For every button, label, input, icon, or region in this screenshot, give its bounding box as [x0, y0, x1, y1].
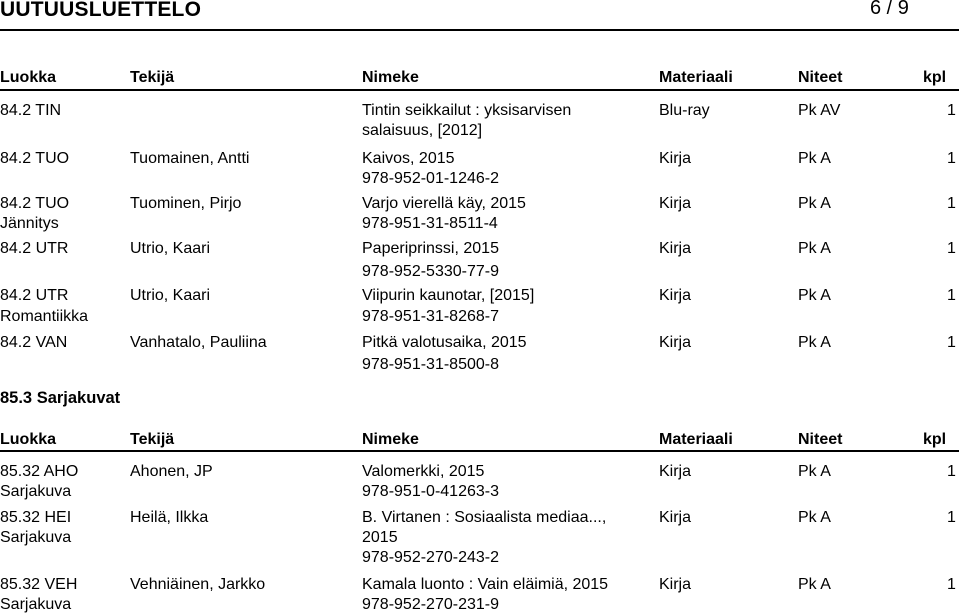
col-header-luokka: Luokka [0, 69, 57, 86]
row-count: 1 [947, 334, 956, 351]
row-class: 85.32 HEI [0, 509, 72, 526]
row-title: Kamala luonto : Vain eläimiä, 2015 [362, 576, 609, 593]
row-material: Kirja [659, 240, 692, 257]
row-genre: Romantiikka [0, 308, 89, 325]
row-title: Pitkä valotusaika, 2015 [362, 334, 527, 351]
row-class: 84.2 UTR [0, 287, 69, 304]
row-isbn: 978-951-31-8500-8 [362, 356, 499, 373]
row-genre: Sarjakuva [0, 483, 72, 500]
row-title: Varjo vierellä käy, 2015 [362, 195, 526, 212]
row-class: 84.2 VAN [0, 334, 68, 351]
row-isbn: 978-951-31-8511-4 [362, 215, 498, 232]
row-copies: Pk A [798, 150, 831, 167]
row-class: 85.32 AHO [0, 463, 79, 480]
row-title: Tintin seikkailut : yksisarvisen [362, 102, 572, 119]
section-heading: 85.3 Sarjakuvat [0, 389, 121, 407]
row-count: 1 [947, 576, 956, 593]
row-title-cont: 2015 [362, 529, 398, 546]
row-count: 1 [947, 195, 956, 212]
col-header-niteet: Niteet [798, 69, 843, 86]
row-author: Tuomainen, Antti [130, 150, 250, 167]
col-header-kpl: kpl [923, 431, 947, 448]
row-isbn: 978-951-0-41263-3 [362, 483, 499, 500]
row-author: Utrio, Kaari [130, 240, 211, 257]
row-count: 1 [947, 287, 956, 304]
row-material: Kirja [659, 195, 692, 212]
row-copies: Pk A [798, 576, 831, 593]
header-rule [0, 450, 959, 452]
row-class: 84.2 TUO [0, 150, 70, 167]
row-copies: Pk AV [798, 102, 841, 119]
row-material: Blu-ray [659, 102, 710, 119]
col-header-materiaali: Materiaali [659, 69, 733, 86]
row-count: 1 [947, 102, 956, 119]
row-title: Paperiprinssi, 2015 [362, 240, 499, 257]
row-genre: Sarjakuva [0, 529, 72, 546]
row-author: Tuominen, Pirjo [130, 195, 242, 212]
row-author: Vanhatalo, Pauliina [130, 334, 267, 351]
page-title: UUTUUSLUETTELO [0, 0, 202, 21]
row-isbn: 978-952-01-1246-2 [362, 170, 499, 187]
row-count: 1 [947, 463, 956, 480]
row-title-cont: salaisuus, [2012] [362, 122, 483, 139]
col-header-materiaali: Materiaali [659, 431, 733, 448]
row-class: 84.2 TIN [0, 102, 62, 119]
row-title: Kaivos, 2015 [362, 150, 455, 167]
row-isbn: 978-951-31-8268-7 [362, 308, 499, 325]
col-header-niteet: Niteet [798, 431, 843, 448]
row-copies: Pk A [798, 195, 831, 212]
row-material: Kirja [659, 287, 692, 304]
title-rule [0, 29, 959, 31]
row-copies: Pk A [798, 287, 831, 304]
row-material: Kirja [659, 150, 692, 167]
row-material: Kirja [659, 334, 692, 351]
row-count: 1 [947, 150, 956, 167]
row-count: 1 [947, 240, 956, 257]
row-material: Kirja [659, 576, 692, 593]
row-title: B. Virtanen : Sosiaalista mediaa..., [362, 509, 607, 526]
row-isbn: 978-952-270-231-9 [362, 596, 499, 613]
row-author: Vehniäinen, Jarkko [130, 576, 266, 593]
page-number: 6 / 9 [870, 0, 909, 19]
row-genre: Jännitys [0, 215, 59, 232]
row-copies: Pk A [798, 509, 831, 526]
row-material: Kirja [659, 509, 692, 526]
col-header-tekija: Tekijä [130, 431, 175, 448]
row-copies: Pk A [798, 463, 831, 480]
row-title: Viipurin kaunotar, [2015] [362, 287, 535, 304]
col-header-luokka: Luokka [0, 431, 57, 448]
row-material: Kirja [659, 463, 692, 480]
row-author: Utrio, Kaari [130, 287, 211, 304]
row-author: Ahonen, JP [130, 463, 213, 480]
col-header-nimeke: Nimeke [362, 431, 419, 448]
row-isbn: 978-952-5330-77-9 [362, 263, 499, 280]
row-genre: Sarjakuva [0, 596, 72, 613]
row-copies: Pk A [798, 334, 831, 351]
row-isbn: 978-952-270-243-2 [362, 549, 499, 566]
row-title: Valomerkki, 2015 [362, 463, 485, 480]
row-author: Heilä, Ilkka [130, 509, 209, 526]
row-copies: Pk A [798, 240, 831, 257]
header-rule [0, 89, 959, 91]
row-class: 84.2 TUO [0, 195, 70, 212]
row-class: 85.32 VEH [0, 576, 78, 593]
col-header-nimeke: Nimeke [362, 69, 419, 86]
row-count: 1 [947, 509, 956, 526]
col-header-tekija: Tekijä [130, 69, 175, 86]
col-header-kpl: kpl [923, 69, 947, 86]
row-class: 84.2 UTR [0, 240, 69, 257]
